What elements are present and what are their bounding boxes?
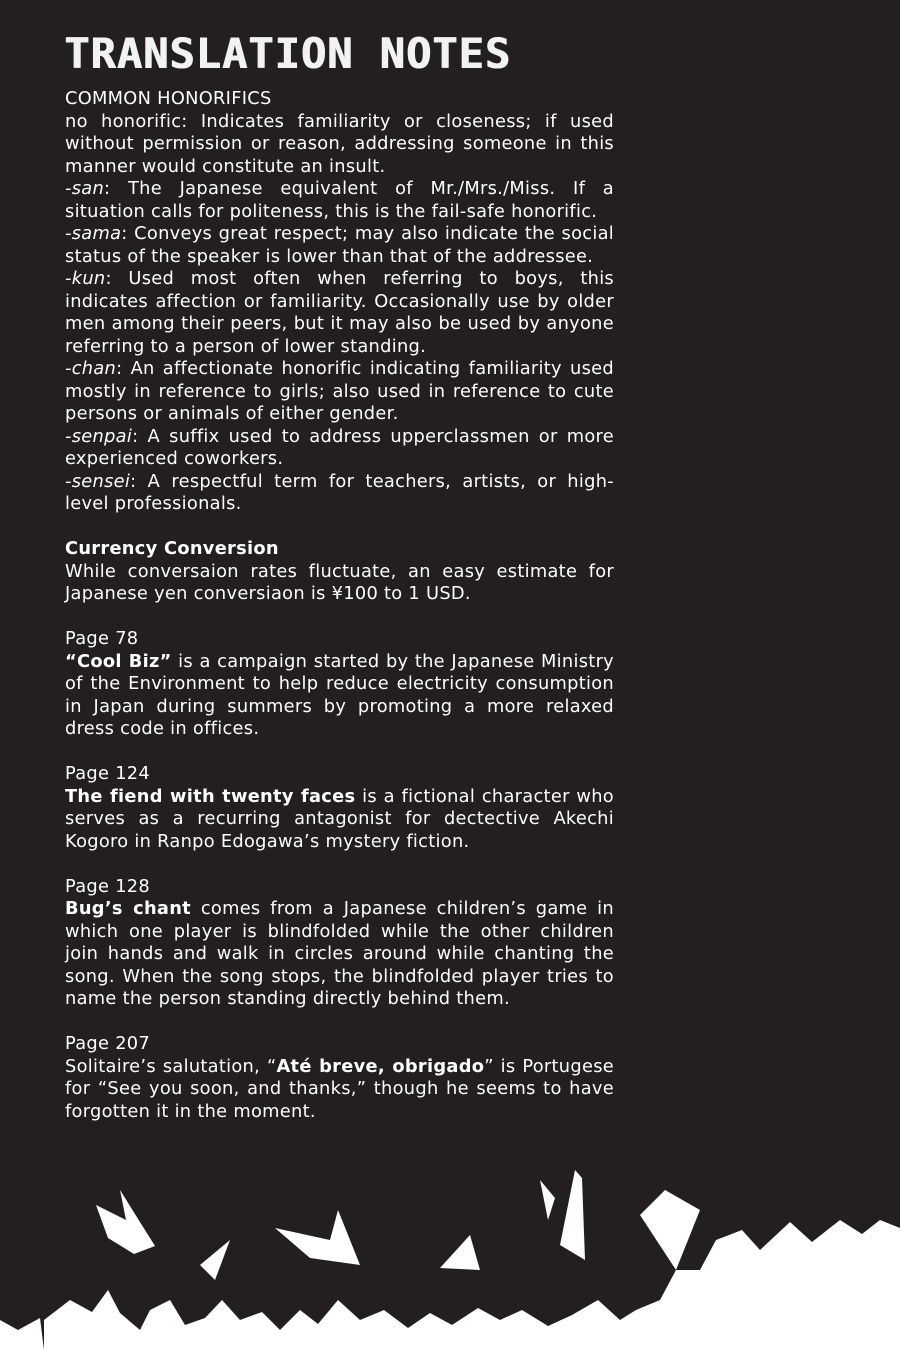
notes-body xyxy=(65,88,614,1123)
honorific-term: -senpai xyxy=(65,425,133,447)
note-page-label: Page 128 xyxy=(65,875,151,897)
honorific-entry-chan xyxy=(65,358,614,426)
honorific-entry-kun xyxy=(65,268,614,358)
honorific-definition: : Used most often when referring to boys, this indicates affection or familiarity. Occasionally use by older men among their peers, but it may also be used by anyone referring to a person of lower standing. xyxy=(65,268,614,357)
honorific-entry-sensei xyxy=(65,471,614,516)
honorific-term: no honorific xyxy=(65,110,182,132)
currency-text: While conversaion rates fluctuate, an easy estimate for Japanese yen conversiaon is ¥100 to 1 USD. xyxy=(65,560,614,604)
honorific-definition: : The Japanese equivalent of Mr./Mrs./Miss. If a situation calls for politeness, this is the fail-safe honorific. xyxy=(65,178,614,222)
note-term: “Cool Biz” xyxy=(65,650,172,672)
honorific-term: -sama xyxy=(65,223,122,244)
note-page-label: Page 124 xyxy=(65,763,151,784)
note-term: The fiend with twenty faces xyxy=(65,785,356,807)
honorific-definition: : A suffix used to address upperclassmen or more experienced coworkers. xyxy=(65,425,614,469)
honorific-definition: : An affectionate honorific indicating familiarity used mostly in reference to girls; also used in reference to cute persons or animals of either gender. xyxy=(65,358,614,424)
honorific-entry-san xyxy=(65,178,614,223)
honorific-term: -san xyxy=(65,178,105,199)
honorific-term: -chan xyxy=(65,358,117,379)
honorific-entry-sama xyxy=(65,223,614,268)
currency-heading: Currency Conversion xyxy=(65,538,279,559)
honorific-definition: : A respectful term for teachers, artists, or high-level professionals. xyxy=(65,470,614,514)
note-term: Até breve, obrigado xyxy=(276,1055,485,1077)
note-term: Bug’s chant xyxy=(65,898,191,919)
note-page-label: Page 78 xyxy=(65,628,139,649)
note-text: Bug’s chant comes from a Japanese children’s game in which one player is blindfolded while the other children join hands and walk in circles around while chanting the song. When the song stops, the blindfolded player tries to name the person standing directly behind them. xyxy=(65,898,614,1009)
honorific-term: -sensei xyxy=(65,470,131,492)
shattered-border-art xyxy=(0,1150,900,1350)
honorific-definition: : Conveys great respect; may also indicate the social status of the speaker is lower than that of the addressee. xyxy=(65,223,614,267)
note-text: “Cool Biz” is a campaign started by the Japanese Ministry of the Environment to help reduce electricity consumption in Japan during summers by promoting a more relaxed dress code in offices. xyxy=(65,650,614,739)
note-page-label: Page 207 xyxy=(65,1033,151,1054)
note-text: Solitaire’s salutation, “Até breve, obrigado” is Portugese for “See you soon, and thanks,” though he seems to have forgotten it in the moment. xyxy=(65,1055,614,1122)
honorific-entry-none xyxy=(65,111,614,179)
honorific-definition: : Indicates familiarity or closeness; if used without permission or reason, addressing someone in this manner would constitute an insult. xyxy=(65,110,614,177)
page-title: TRANSLATION NOTES xyxy=(64,29,511,78)
honorific-term: -kun xyxy=(65,268,106,289)
honorific-entry-senpai xyxy=(65,426,614,471)
note-text: The fiend with twenty faces is a fictional character who serves as a recurring antagonist for dectective Akechi Kogoro in Ranpo Edogawa’s mystery fiction. xyxy=(65,785,614,852)
honorifics-heading: COMMON HONORIFICS xyxy=(65,88,272,109)
